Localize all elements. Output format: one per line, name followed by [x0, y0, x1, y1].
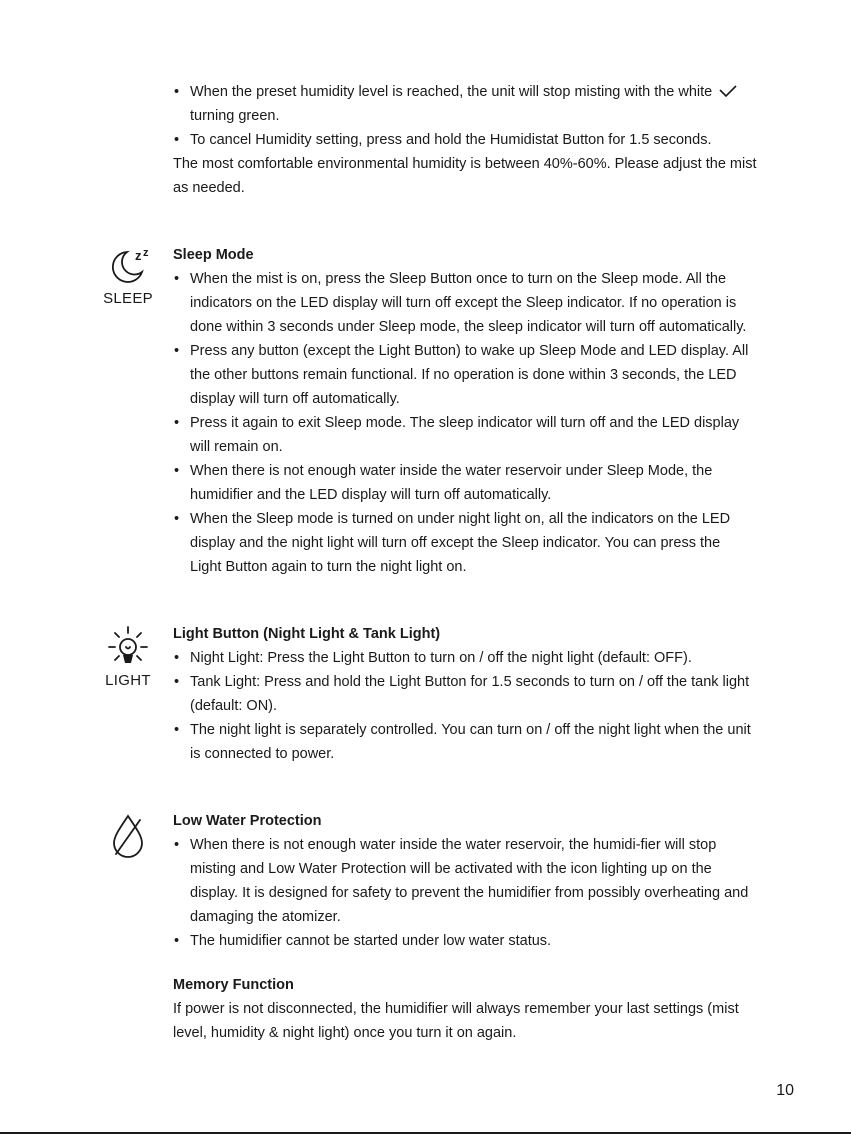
light-icon-group	[100, 624, 156, 690]
list-item: • When the mist is on, press the Sleep Button once to turn on the Sleep mode. All the indicators on the LED display will turn off except the Sleep indicator. If no operation is done within 3 seconds under Sleep mode, the sleep indicator will turn off automatically.	[173, 267, 753, 339]
intro-section	[173, 80, 773, 200]
sleep-moon-icon	[105, 246, 151, 288]
low-water-icon-group	[100, 812, 156, 860]
list-item: • When there is not enough water inside the water reservoir under Sleep Mode, the humidifier and the LED display will turn off automatically.	[173, 459, 753, 507]
page-number: 10	[776, 1082, 794, 1099]
light-label: LIGHT	[105, 672, 151, 689]
low-water-section	[173, 809, 753, 953]
sleep-heading: Sleep Mode	[173, 247, 254, 263]
intro-bullets	[173, 80, 773, 152]
list-item: • The humidifier cannot be started under low water status.	[173, 929, 753, 953]
low-water-bullets	[173, 833, 753, 953]
list-item: • Tank Light: Press and hold the Light Button for 1.5 seconds to turn on / off the tank light (default: ON).	[173, 670, 753, 718]
checkmark-icon	[718, 84, 738, 98]
bottom-rule	[0, 1132, 851, 1134]
memory-heading: Memory Function	[173, 977, 294, 993]
memory-text: If power is not disconnected, the humidifier will always remember your last settings (mist level, humidity & night light) once you turn it on again.	[173, 1001, 739, 1041]
memory-section	[173, 973, 753, 1045]
humidity-note: The most comfortable environmental humidity is between 40%-60%. Please adjust the mist as needed.	[173, 156, 757, 196]
light-bulb-icon	[105, 624, 151, 670]
svg-text:z: z	[143, 247, 149, 259]
list-item: • When the Sleep mode is turned on under night light on, all the indicators on the LED display and the night light will turn off except the Sleep indicator. You can press the Light Button again to turn the night light on.	[173, 507, 753, 579]
list-item: • Press any button (except the Light Button) to wake up Sleep Mode and LED display. All the other buttons remain functional. If no operation is done within 3 seconds, the LED display will turn off automatically.	[173, 339, 753, 411]
svg-text:z: z	[135, 248, 142, 263]
list-item: • To cancel Humidity setting, press and hold the Humidistat Button for 1.5 seconds.	[173, 128, 773, 152]
light-bullets	[173, 646, 753, 766]
list-item: • The night light is separately controlled. You can turn on / off the night light when the unit is connected to power.	[173, 718, 753, 766]
list-item: • Night Light: Press the Light Button to turn on / off the night light (default: OFF).	[173, 646, 753, 670]
sleep-icon-group	[100, 246, 156, 308]
light-heading: Light Button (Night Light & Tank Light)	[173, 626, 441, 642]
water-drop-slash-icon	[108, 812, 148, 860]
sleep-label: SLEEP	[103, 290, 153, 307]
sleep-bullets	[173, 267, 753, 579]
list-item: • When the preset humidity level is reached, the unit will stop misting with the white turning green.	[173, 80, 773, 128]
list-item: • Press it again to exit Sleep mode. The sleep indicator will turn off and the LED display will remain on.	[173, 411, 753, 459]
list-item: • When there is not enough water inside the water reservoir, the humidi-fier will stop misting and Low Water Protection will be activated with the icon lighting up on the display. It is designed for safety to prevent the humidifier from possibly overheating and damaging the atomizer.	[173, 833, 753, 929]
sleep-section	[173, 243, 753, 579]
low-water-heading: Low Water Protection	[173, 813, 322, 829]
light-section	[173, 622, 753, 766]
